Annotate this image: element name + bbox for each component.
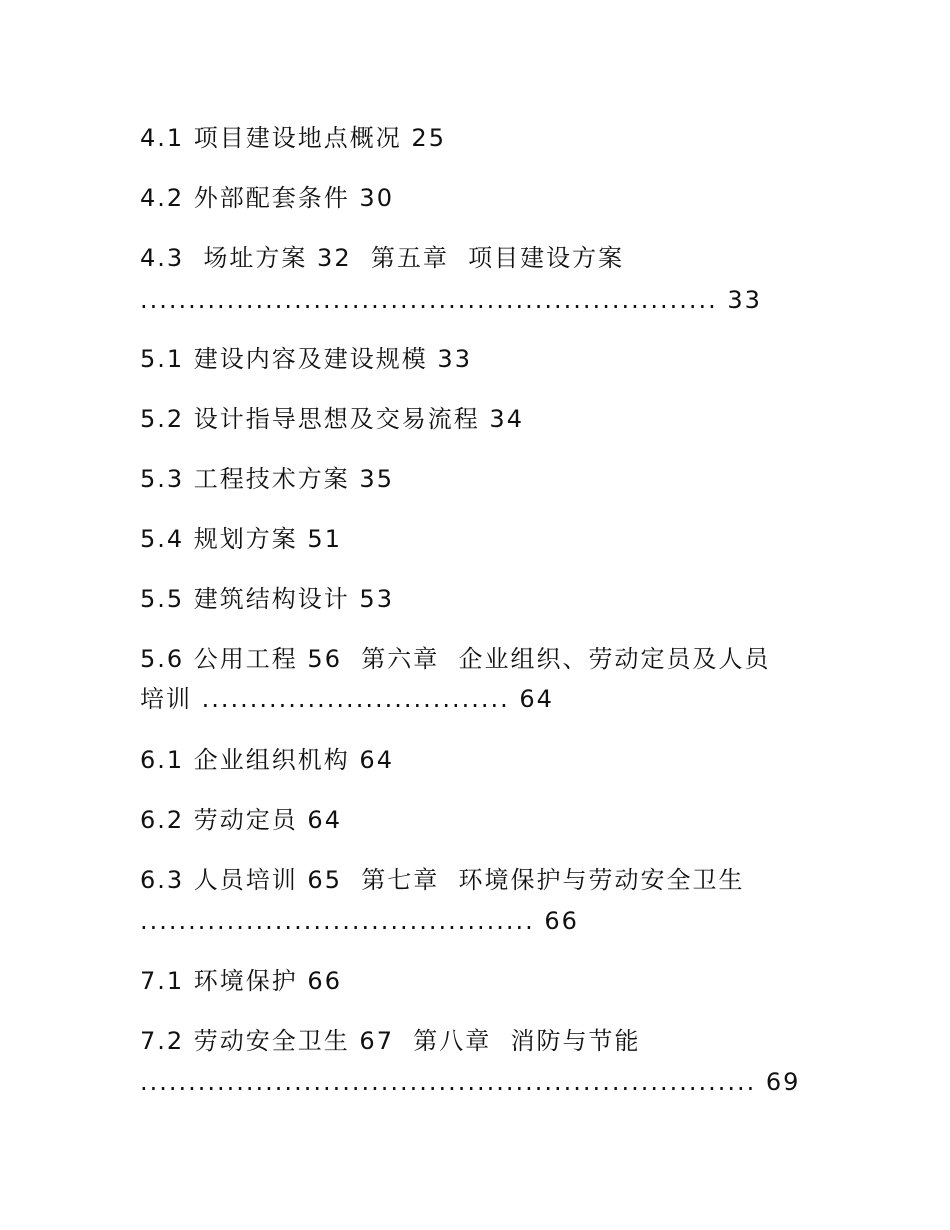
- toc-entry-4-3: 4.3 场址方案 32 第五章 项目建设方案: [140, 244, 625, 272]
- toc-entry-7-1: 7.1 环境保护 66: [140, 967, 342, 995]
- toc-entry-6-2: 6.2 劳动定员 64: [140, 806, 342, 834]
- toc-entry-5-1: 5.1 建设内容及建设规模 33: [140, 345, 472, 373]
- toc-leader-chapter-7: ......................................... 66: [140, 907, 579, 935]
- toc-entry-5-2: 5.2 设计指导思想及交易流程 34: [140, 405, 524, 433]
- toc-entry-5-4: 5.4 规划方案 51: [140, 525, 342, 553]
- toc-entry-5-6: 5.6 公用工程 56 第六章 企业组织、劳动定员及人员: [140, 645, 771, 673]
- toc-entry-6-3: 6.3 人员培训 65 第七章 环境保护与劳动安全卫生: [140, 866, 745, 894]
- toc-leader-chapter-6: 培训 ................................ 64: [140, 685, 554, 713]
- toc-leader-chapter-8: ................................................................ 69: [140, 1068, 801, 1096]
- toc-entry-4-2: 4.2 外部配套条件 30: [140, 184, 394, 212]
- toc-leader-chapter-5: ............................................................ 33: [140, 286, 762, 314]
- toc-entry-6-1: 6.1 企业组织机构 64: [140, 746, 394, 774]
- toc-entry-4-1: 4.1 项目建设地点概况 25: [140, 124, 446, 152]
- toc-entry-5-5: 5.5 建筑结构设计 53: [140, 585, 394, 613]
- toc-entry-5-3: 5.3 工程技术方案 35: [140, 465, 394, 493]
- toc-entry-7-2: 7.2 劳动安全卫生 67 第八章 消防与节能: [140, 1027, 641, 1055]
